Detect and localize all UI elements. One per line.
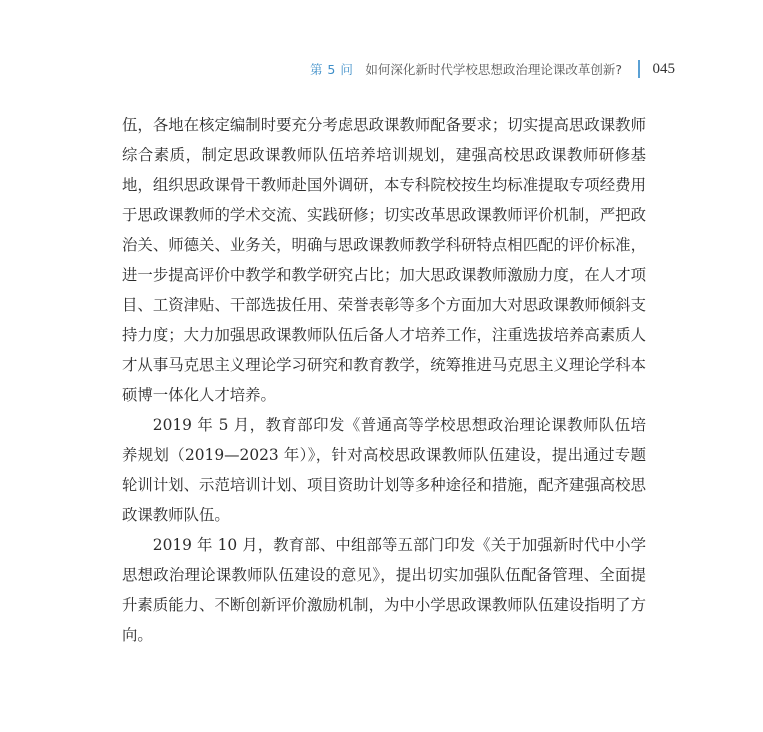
header-separator <box>638 60 640 78</box>
chapter-title: 如何深化新时代学校思想政治理论课改革创新? <box>365 62 622 77</box>
page-number: 045 <box>652 60 675 77</box>
paragraph-2019-may: 2019 年 5 月，教育部印发《普通高等学校思想政治理论课教师队伍培养规划（2019—2023 年）》，针对高校思政课教师队伍建设，提出通过专题轮训计划、示范培训计划、项目资助计划等多种途径和措施，配齐建强高校思政课教师队伍。 <box>122 416 646 524</box>
chapter-label: 第 5 问 <box>309 62 354 77</box>
paragraph-2019-october: 2019 年 10 月，教育部、中组部等五部门印发《关于加强新时代中小学思想政治理论课教师队伍建设的意见》，提出切实加强队伍配备管理、全面提升素质能力、不断创新评价激励机制，为中小学思政课教师队伍建设指明了方向。 <box>122 536 646 644</box>
running-header <box>310 60 675 78</box>
paragraph-continuation: 伍，各地在核定编制时要充分考虑思政课教师配备要求；切实提高思政课教师综合素质，制定思政课教师队伍培养培训规划，建强高校思政课教师研修基地，组织思政课骨干教师赴国外调研，本专科院校按生均标准提取专项经费用于思政课教师的学术交流、实践研修；切实改革思政课教师评价机制，严把政治关、师德关、业务关，明确与思政课教师教学科研特点相匹配的评价标准，进一步提高评价中教学和教学研究占比；加大思政课教师激励力度，在人才项目、工资津贴、干部选拔任用、荣誉表彰等多个方面加大对思政课教师倾斜支持力度；大力加强思政课教师队伍后备人才培养工作，注重选拔培养高素质人才从事马克思主义理论学习研究和教育教学，统筹推进马克思主义理论学科本硕博一体化人才培养。 <box>122 116 646 404</box>
body-text <box>122 110 646 650</box>
